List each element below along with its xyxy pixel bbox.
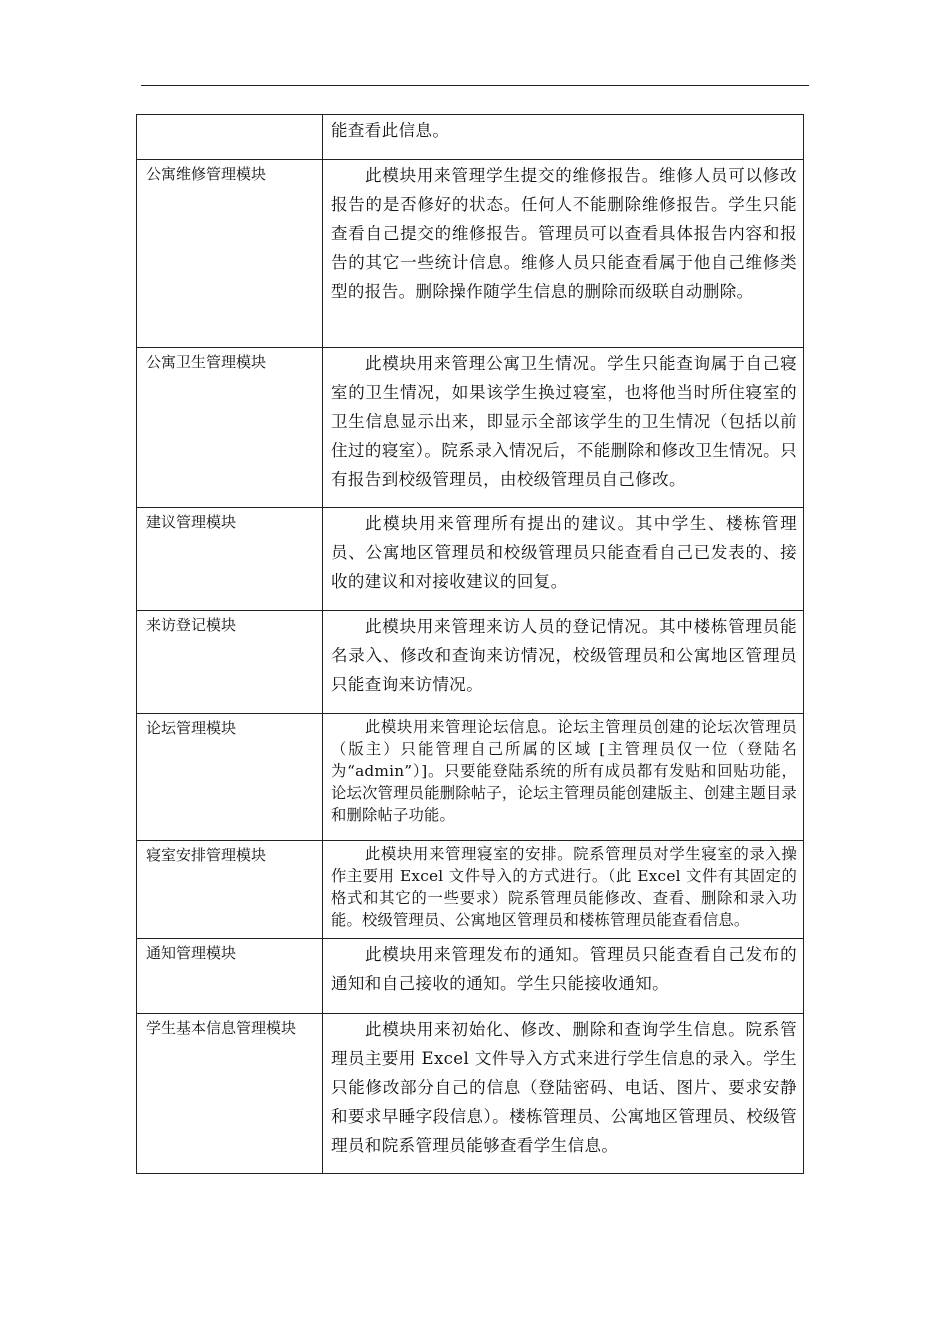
table-row	[137, 348, 804, 508]
module-description-table	[136, 114, 804, 1174]
module-desc-cell	[323, 939, 804, 1014]
module-name: 建议管理模块	[146, 513, 237, 531]
table-row	[137, 714, 804, 841]
module-name: 通知管理模块	[146, 944, 237, 962]
module-name: 寝室安排管理模块	[146, 846, 267, 864]
module-name-cell	[137, 841, 323, 939]
header-rule	[141, 85, 809, 86]
table-row	[137, 939, 804, 1014]
module-desc-cell	[323, 611, 804, 714]
module-desc-cell	[323, 1014, 804, 1174]
module-desc-cell	[323, 348, 804, 508]
table-row	[137, 841, 804, 939]
module-name-cell	[137, 348, 323, 508]
module-name: 公寓维修管理模块	[146, 165, 267, 183]
module-description: 此模块用来管理公寓卫生情况。学生只能查询属于自己寝室的卫生情况，如果该学生换过寝室，也将他当时所住寝室的卫生信息显示出来，即显示全部该学生的卫生情况（包括以前住过的寝室）。院系录入情况后，不能删除和修改卫生情况。只有报告到校级管理员，由校级管理员自己修改。	[331, 354, 797, 489]
module-description: 能查看此信息。	[331, 121, 450, 140]
module-description: 此模块用来管理来访人员的登记情况。其中楼栋管理员能名录入、修改和查询来访情况，校级管理员和公寓地区管理员只能查询来访情况。	[331, 617, 797, 694]
module-name	[137, 115, 322, 120]
module-description: 此模块用来初始化、修改、删除和查询学生信息。院系管理员主要用 Excel 文件导入方式来进行学生信息的录入。学生只能修改部分自己的信息（登陆密码、电话、图片、要求安静和要求早睡字段信息）。楼栋管理员、公寓地区管理员、校级管理员和院系管理员能够查看学生信息。	[331, 1020, 797, 1155]
module-name-cell	[137, 611, 323, 714]
table-row	[137, 1014, 804, 1174]
module-desc-cell	[323, 160, 804, 348]
module-name-cell	[137, 160, 323, 348]
module-desc-cell	[323, 841, 804, 939]
module-name: 公寓卫生管理模块	[146, 353, 267, 371]
module-desc-cell	[323, 508, 804, 611]
module-description: 此模块用来管理所有提出的建议。其中学生、楼栋管理员、公寓地区管理员和校级管理员只能查看自己已发表的、接收的建议和对接收建议的回复。	[331, 514, 797, 591]
module-desc-cell	[323, 714, 804, 841]
module-description: 此模块用来管理学生提交的维修报告。维修人员可以修改报告的是否修好的状态。任何人不能删除维修报告。学生只能查看自己提交的维修报告。管理员可以查看具体报告内容和报告的其它一些统计信息。维修人员只能查看属于他自己维修类型的报告。删除操作随学生信息的删除而级联自动删除。	[331, 166, 797, 301]
module-description: 此模块用来管理论坛信息。论坛主管理员创建的论坛次管理员（版主）只能管理自己所属的区域 [主管理员仅一位（登陆名为“admin”）]。只要能登陆系统的所有成员都有发贴和回贴功能，论坛次管理员能删除帖子，论坛主管理员能创建版主、创建主题目录和删除帖子功能。	[331, 718, 797, 824]
table-row	[137, 115, 804, 160]
module-description: 此模块用来管理寝室的安排。院系管理员对学生寝室的录入操作主要用 Excel 文件导入的方式进行。（此 Excel 文件有其固定的格式和其它的一些要求）院系管理员能修改、查看、删除和录入功能。校级管理员、公寓地区管理员和楼栋管理员能查看信息。	[331, 845, 797, 929]
module-name-cell	[137, 1014, 323, 1174]
module-name-cell	[137, 714, 323, 841]
table-row	[137, 611, 804, 714]
table-row	[137, 160, 804, 348]
module-name: 论坛管理模块	[146, 719, 237, 737]
module-name-cell	[137, 939, 323, 1014]
module-name-cell	[137, 115, 323, 160]
table-row	[137, 508, 804, 611]
module-desc-cell	[323, 115, 804, 160]
module-name-cell	[137, 508, 323, 611]
module-name: 学生基本信息管理模块	[146, 1019, 297, 1037]
module-name: 来访登记模块	[146, 616, 237, 634]
module-description: 此模块用来管理发布的通知。管理员只能查看自己发布的通知和自己接收的通知。学生只能接收通知。	[331, 945, 797, 993]
